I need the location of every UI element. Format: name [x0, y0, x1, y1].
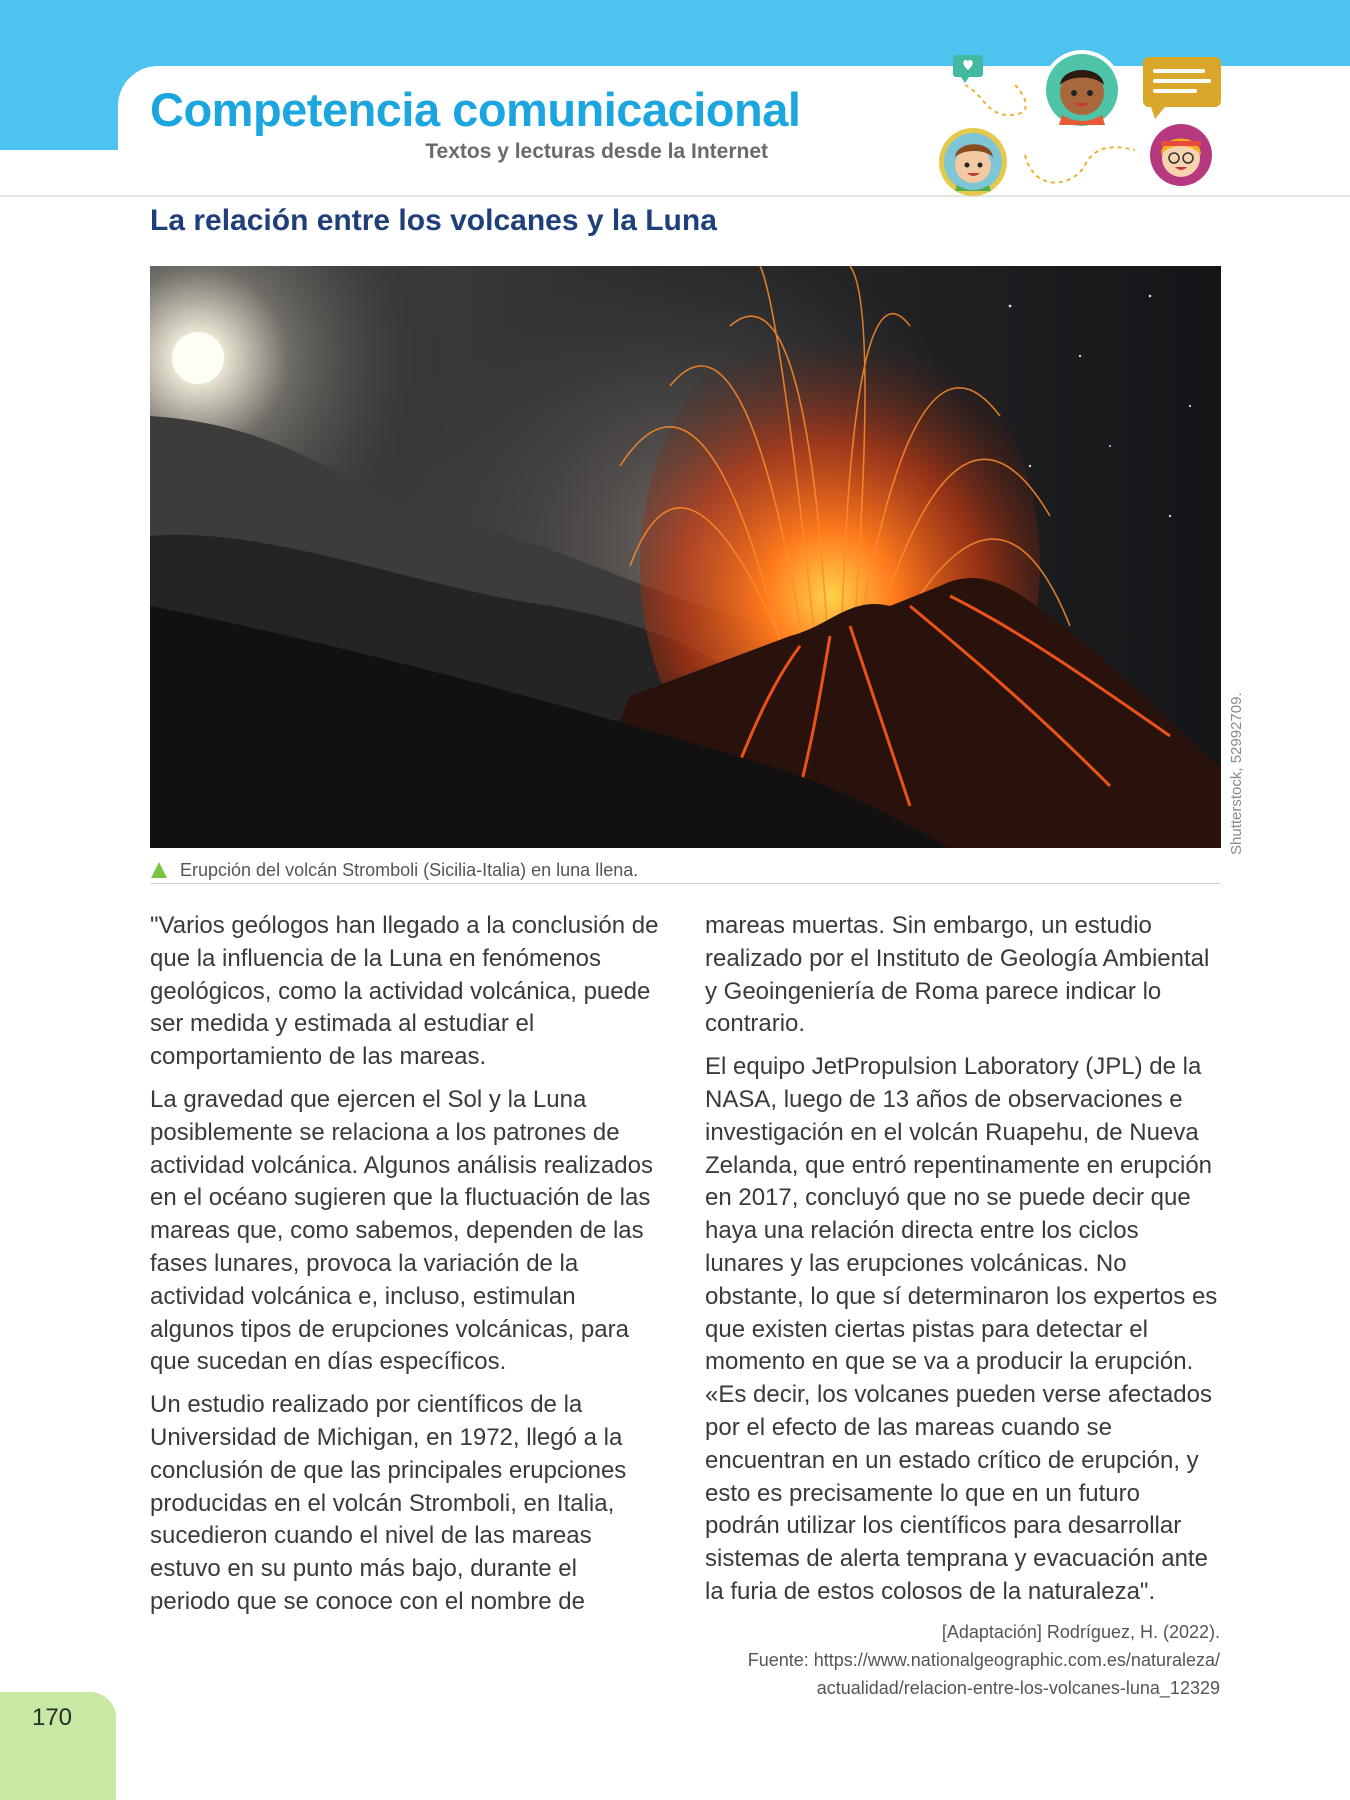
attribution-line: actualidad/relacion-entre-los-volcanes-luna_12329	[816, 1678, 1220, 1698]
paragraph: El equipo JetPropulsion Laboratory (JPL) de la NASA, luego de 13 años de observaciones e investigación en el volcán Ruapehu, de Nueva Zelanda, que entró repentinamente en erupción en 2017, concluyó que no se puede decir que haya una relación directa entre los ciclos lunares y las erupciones volcánicas. No obstante, lo que sí determinaron los expertos es que existen ciertas pistas para detectar el momento en que se va a producir la erupción. «Es decir, los volcanes pueden verse afectados por el efecto de las mareas cuando se encuentran en un estado crítico de erupción, y esto es precisamente lo que en un futuro podrán utilizar los científicos para desarrollar sistemas de alerta temprana y evacuación ante la furia de estos colosos de la naturaleza".	[705, 1053, 1218, 1605]
moon-icon	[172, 332, 224, 384]
attribution-line: [Adaptación] Rodríguez, H. (2022).	[941, 1622, 1220, 1642]
paragraph: La gravedad que ejercen el Sol y la Luna posiblemente se relaciona a los patrones de actividad volcánica. Algunos análisis realizados en el océano sugieren que la fluctuación de las mareas que, como sabemos, dependen de las fases lunares, provoca la variación de la actividad volcánica e, incluso, estimulan algunos tipos de erupciones volcánicas, para que sucedan en días específicos.	[150, 1085, 653, 1376]
caption-text: Erupción del volcán Stromboli (Sicilia-Italia) en luna llena.	[180, 860, 639, 880]
chat-bubble-icon	[1143, 57, 1221, 119]
source-attribution	[748, 1618, 1220, 1702]
page-subtitle: Textos y lecturas desde la Internet	[425, 140, 768, 163]
paragraph: mareas muertas. Sin embargo, un estudio realizado por el Instituto de Geología Ambiental y Geoingeniería de Roma parece indicar lo contrario.	[705, 912, 1210, 1038]
paragraph: Un estudio realizado por científicos de la Universidad de Michigan, en 1972, llegó a la conclusión de que las principales erupciones producidas en el volcán Stromboli, en Italia, sucedieron cuando el nivel de las mareas estuvo en su punto más bajo, durante el periodo que se conoce con el nombre de	[150, 1391, 627, 1615]
volcano-photo	[150, 266, 1221, 848]
page-title: Competencia comunicacional	[150, 83, 801, 136]
image-credit: Shutterstock, 52992709.	[1228, 692, 1245, 855]
triangle-bullet-icon	[150, 861, 168, 879]
kid-avatar-icon	[1145, 119, 1217, 191]
kid-avatar-icon	[939, 128, 1007, 196]
paragraph: "Varios geólogos han llegado a la conclusión de que la influencia de la Luna en fenómenos geológicos, como la actividad volcánica, puede ser medida y estimada al estudiar el comportamiento de las mareas.	[150, 912, 659, 1071]
page-number: 170	[31, 1704, 73, 1731]
text-column-right	[705, 910, 1220, 1619]
kid-avatar-icon	[1042, 50, 1122, 130]
image-caption	[150, 860, 1221, 884]
attribution-line: Fuente: https://www.nationalgeographic.com.es/naturaleza/	[747, 1650, 1220, 1670]
article-title: La relación entre los volcanes y la Luna	[150, 204, 717, 237]
text-column-left	[150, 910, 660, 1629]
heart-bubble-icon	[953, 55, 983, 83]
kids-chat-illustration	[925, 45, 1225, 205]
